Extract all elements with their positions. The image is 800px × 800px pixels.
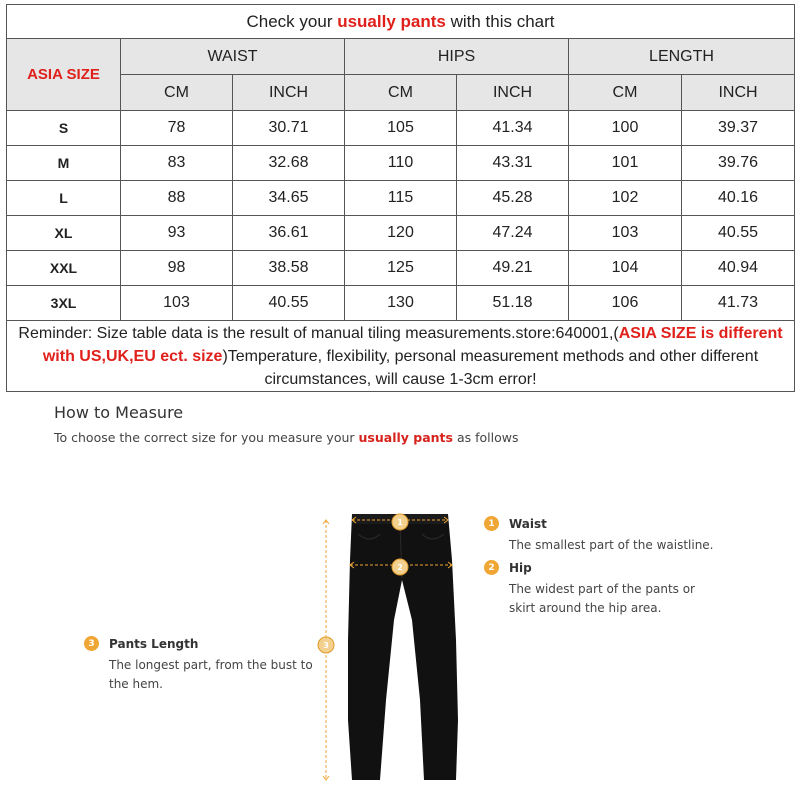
table-cell: 40.16: [682, 181, 795, 216]
table-cell: 32.68: [233, 146, 345, 181]
marker-2-icon: 2: [484, 560, 499, 575]
unit-header: INCH: [457, 75, 569, 111]
reminder-note: Reminder: Size table data is the result of manual tiling measurements.store:640001,(ASIA SIZE is different with US,UK,EU ect. size)Temperature, flexibility, personal measurement methods and other different circumstances, will cause 1-3cm error!: [7, 321, 795, 392]
table-cell: 38.58: [233, 251, 345, 286]
table-cell: 103: [121, 286, 233, 321]
chart-title: Check your usually pants with this chart: [7, 5, 795, 39]
unit-header: CM: [345, 75, 457, 111]
table-cell: 93: [121, 216, 233, 251]
waist-marker-label: 1: [397, 518, 403, 527]
table-cell: 39.37: [682, 111, 795, 146]
table-cell: 34.65: [233, 181, 345, 216]
table-cell: 101: [569, 146, 682, 181]
table-cell: 78: [121, 111, 233, 146]
table-cell: 98: [121, 251, 233, 286]
chart-title-highlight: usually pants: [337, 11, 446, 31]
table-cell: 43.31: [457, 146, 569, 181]
size-label: M: [7, 146, 121, 181]
how-to-measure-title: How to Measure: [54, 403, 184, 422]
unit-header: INCH: [682, 75, 795, 111]
table-cell: 45.28: [457, 181, 569, 216]
size-label: S: [7, 111, 121, 146]
unit-header: CM: [121, 75, 233, 111]
table-cell: 115: [345, 181, 457, 216]
table-cell: 125: [345, 251, 457, 286]
pants-silhouette: [348, 514, 458, 780]
table-cell: 103: [569, 216, 682, 251]
table-cell: 41.34: [457, 111, 569, 146]
size-label: XL: [7, 216, 121, 251]
table-cell: 36.61: [233, 216, 345, 251]
size-table: [6, 4, 795, 392]
size-chart: [6, 4, 794, 392]
table-cell: 47.24: [457, 216, 569, 251]
hips-header: HIPS: [345, 39, 569, 75]
length-marker-label: 3: [323, 641, 329, 650]
table-cell: 110: [345, 146, 457, 181]
marker-1-icon: 1: [484, 516, 499, 531]
length-header: LENGTH: [569, 39, 795, 75]
size-label: 3XL: [7, 286, 121, 321]
table-cell: 105: [345, 111, 457, 146]
table-row: [7, 181, 795, 216]
table-cell: 30.71: [233, 111, 345, 146]
table-cell: 102: [569, 181, 682, 216]
legend-waist: 1 Waist The smallest part of the waistline.: [484, 516, 714, 555]
table-cell: 104: [569, 251, 682, 286]
table-cell: 88: [121, 181, 233, 216]
table-row: [7, 146, 795, 181]
how-to-measure-subtitle: To choose the correct size for you measure your usually pants as follows: [54, 430, 519, 445]
legend-pants-length: 3 Pants Length The longest part, from the bust to the hem.: [84, 636, 324, 694]
table-cell: 41.73: [682, 286, 795, 321]
unit-header: INCH: [233, 75, 345, 111]
marker-3-icon: 3: [84, 636, 99, 651]
table-row: [7, 251, 795, 286]
table-cell: 40.94: [682, 251, 795, 286]
asia-size-header: ASIA SIZE: [7, 39, 121, 111]
table-cell: 40.55: [233, 286, 345, 321]
table-cell: 39.76: [682, 146, 795, 181]
table-cell: 130: [345, 286, 457, 321]
table-cell: 120: [345, 216, 457, 251]
table-cell: 40.55: [682, 216, 795, 251]
size-label: L: [7, 181, 121, 216]
table-cell: 83: [121, 146, 233, 181]
size-label: XXL: [7, 251, 121, 286]
hip-marker-label: 2: [397, 563, 403, 572]
waist-header: WAIST: [121, 39, 345, 75]
table-row: [7, 286, 795, 321]
legend-hip: 2 Hip The widest part of the pants or skirt around the hip area.: [484, 560, 704, 618]
table-row: [7, 111, 795, 146]
pants-illustration: [300, 500, 480, 795]
unit-header: CM: [569, 75, 682, 111]
table-cell: 51.18: [457, 286, 569, 321]
reminder-warning: ASIA SIZE is different with US,UK,EU ect. size: [42, 324, 783, 365]
table-cell: 106: [569, 286, 682, 321]
table-cell: 49.21: [457, 251, 569, 286]
table-row: [7, 216, 795, 251]
table-cell: 100: [569, 111, 682, 146]
